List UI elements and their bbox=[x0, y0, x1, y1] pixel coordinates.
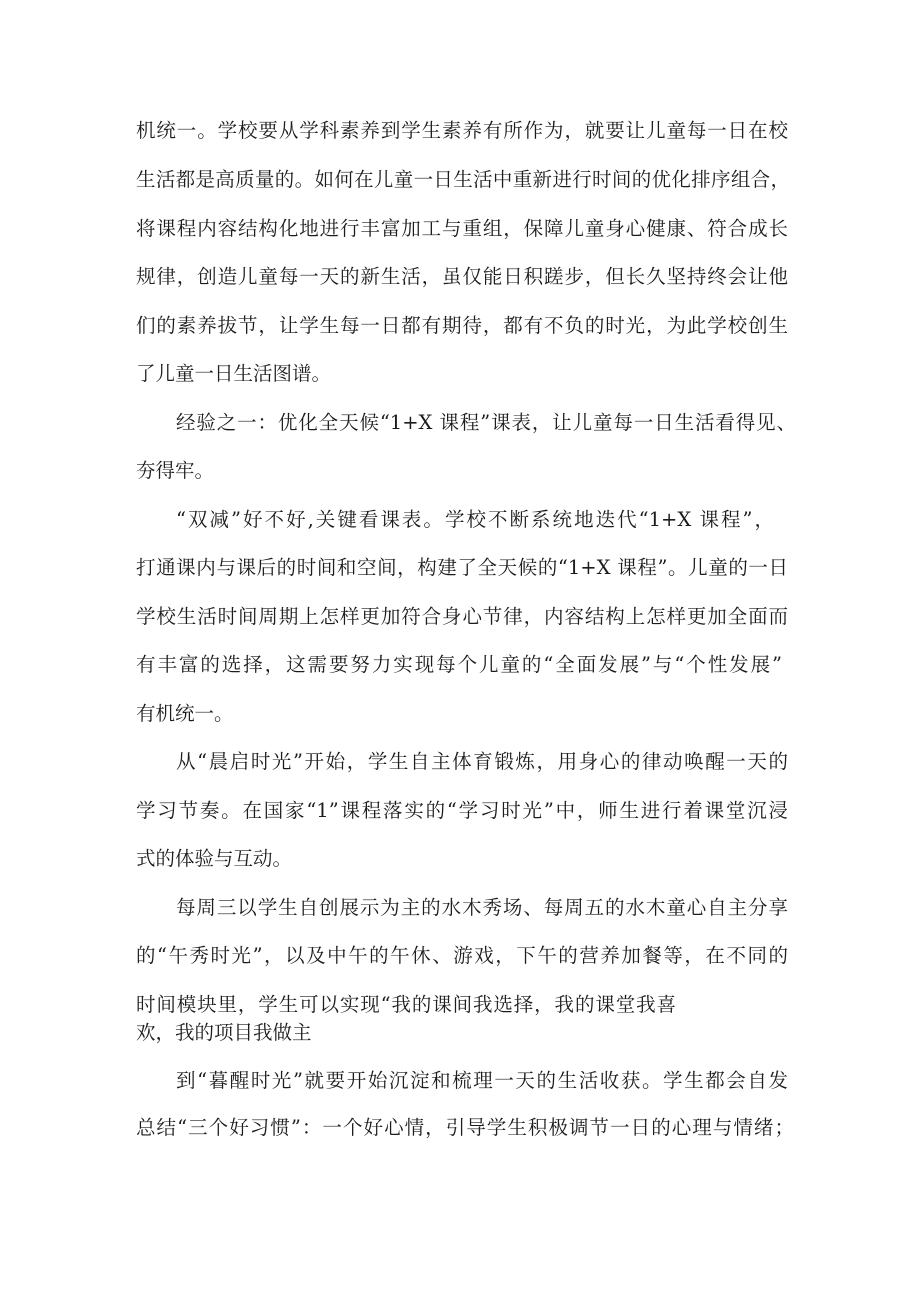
text-line-15: 学习节奏。在国家“1”课程落实的“学习时光”中，师生进行着课堂沉浸 bbox=[136, 799, 788, 822]
text-line-13: 有机统一。 bbox=[136, 702, 234, 725]
text-line-5: 们的素养拔节，让学生每一日都有期待，都有不负的时光，为此学校创生 bbox=[136, 314, 788, 337]
text-line-10: 打通课内与课后的时间和空间，构建了全天候的“1+X 课程”。儿童的一日 bbox=[136, 556, 788, 579]
text-line-9: “双减”好不好,关键看课表。学校不断系统地迭代“1+X 课程”， bbox=[176, 508, 774, 531]
text-line-18: 的“午秀时光”，以及中午的午休、游戏，下午的营养加餐等，在不同的 bbox=[136, 944, 788, 967]
text-line-2: 生活都是高质量的。如何在儿童一日生活中重新进行时间的优化排序组合， bbox=[136, 168, 790, 191]
text-line-22: 总结“三个好习惯”：一个好心情，引导学生积极调节一日的心理与情绪； bbox=[136, 1116, 794, 1139]
text-line-21: 到“暮醒时光”就要开始沉淀和梳理一天的生活收获。学生都会自发 bbox=[176, 1069, 788, 1092]
text-line-1: 机统一。学校要从学科素养到学生素养有所作为，就要让儿童每一日在校 bbox=[136, 119, 788, 142]
text-line-16: 式的体验与互动。 bbox=[136, 847, 293, 870]
text-line-11: 学校生活时间周期上怎样更加符合身心节律，内容结构上怎样更加全面而 bbox=[136, 605, 788, 628]
text-line-3: 将课程内容结构化地进行丰富加工与重组，保障儿童身心健康、符合成长 bbox=[136, 217, 788, 240]
text-line-6: 了儿童一日生活图谱。 bbox=[136, 362, 332, 385]
text-line-14: 从“晨启时光”开始，学生自主体育锻炼，用身心的律动唤醒一天的 bbox=[176, 750, 788, 773]
text-line-17: 每周三以学生自创展示为主的水木秀场、每周五的水木童心自主分享 bbox=[176, 896, 788, 919]
text-line-7: 经验之一：优化全天候“1+X 课程”课表，让儿童每一日生活看得见、 bbox=[176, 411, 796, 434]
text-line-8: 夯得牢。 bbox=[136, 459, 215, 482]
text-line-12: 有丰富的选择，这需要努力实现每个儿童的“全面发展”与“个性发展” bbox=[136, 653, 782, 676]
text-line-20: 欢，我的项目我做主 bbox=[136, 1021, 312, 1044]
text-line-19: 时间模块里，学生可以实现“我的课间我选择，我的课堂我喜 bbox=[136, 993, 676, 1016]
text-line-4: 规律，创造儿童每一天的新生活，虽仅能日积蹉步，但长久坚持终会让他 bbox=[136, 265, 788, 288]
